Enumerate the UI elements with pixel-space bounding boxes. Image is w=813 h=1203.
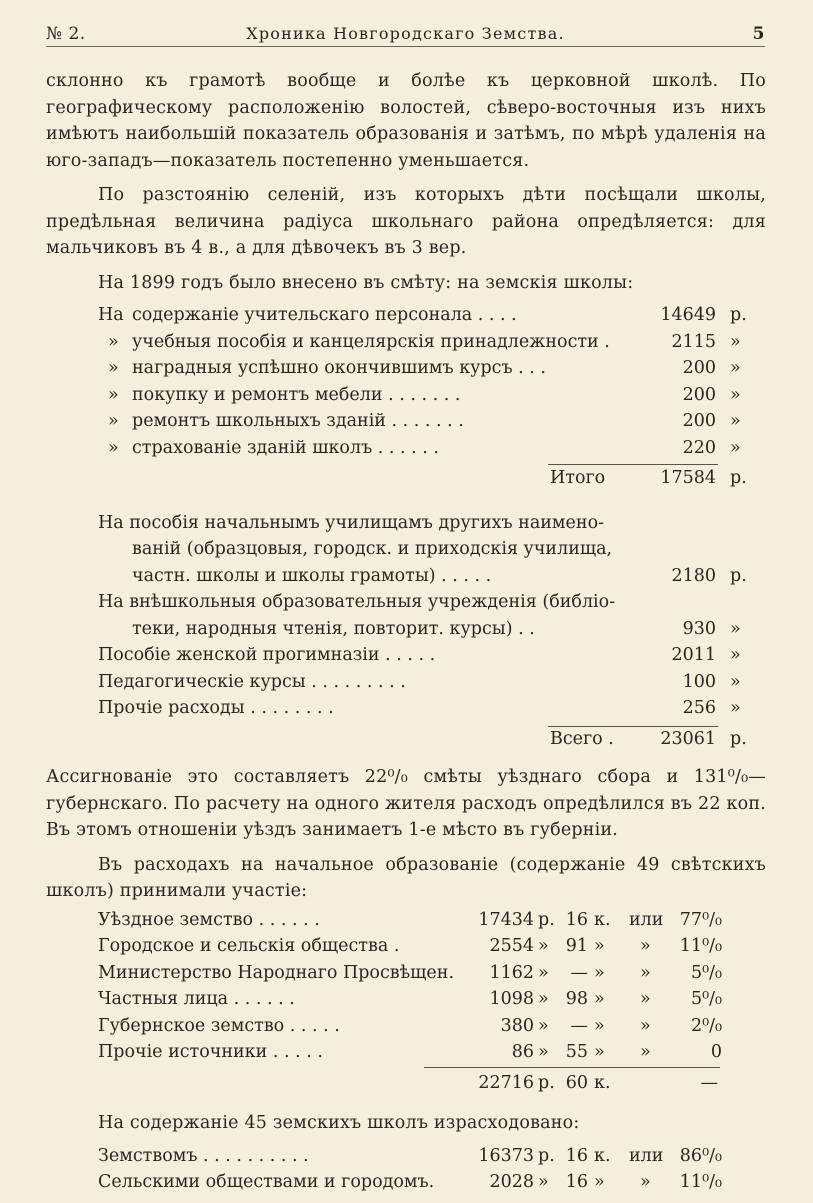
total-row	[46, 465, 766, 492]
row-rub: 2554	[489, 936, 534, 956]
table-row	[46, 382, 766, 409]
row-unit: »	[730, 411, 741, 431]
row-value: 256	[682, 698, 716, 718]
row-label: наградныя успѣшно окончившимъ курсъ . . .	[132, 358, 546, 378]
row-kop-unit: к.	[594, 1145, 611, 1166]
row-label: покупку и ремонтъ мебели . . . . . . .	[132, 384, 461, 405]
row-rub-unit: р.	[538, 1145, 555, 1166]
row-rub-unit: »	[538, 1015, 549, 1036]
row-kop: 16	[565, 1145, 588, 1166]
row-label: Прочіе расходы . . . . . . . .	[98, 698, 334, 718]
row-label: Прочіе источники . . . . .	[98, 1042, 323, 1062]
row-or: »	[640, 1042, 651, 1062]
running-header	[46, 22, 765, 47]
row-kop: 55	[565, 1042, 588, 1062]
row-label: Министерство Народнаго Просвѣщен.	[98, 962, 455, 983]
table-row	[46, 563, 766, 590]
total-kop-unit: к.	[594, 1072, 611, 1093]
contributions-table	[46, 907, 766, 1097]
budget-table-other	[46, 510, 766, 753]
table-row	[46, 1143, 766, 1170]
row-rub: 16373	[478, 1145, 534, 1166]
row-percent: 11⁰/₀	[679, 936, 722, 956]
row-or: »	[640, 1015, 651, 1036]
row-label: Городское и сельскія общества .	[98, 936, 400, 956]
paragraph: Ассигнованіе это составляетъ 22⁰/₀ смѣты уѣзднаго сбора и 131⁰/₀—губернскаго. По расчету на одного жителя расходъ опредѣлился въ 22 коп. Въ этомъ отношеніи уѣздъ занимаетъ 1-е мѣсто въ губерніи.	[46, 767, 766, 840]
total-rub-unit: р.	[538, 1072, 555, 1093]
page-number: 5	[752, 24, 765, 44]
row-label: ванiй (образцовыя, городск. и приходскія училища,	[132, 539, 613, 559]
row-label: учебныя пособія и канцелярскія принадлежности .	[132, 331, 610, 352]
row-label: Пособіе женской прогимназіи . . . . .	[98, 645, 436, 665]
table-row	[46, 933, 766, 960]
row-unit: »	[730, 358, 741, 378]
row-label: Педагогическіе курсы . . . . . . . . .	[98, 671, 406, 692]
row-kop-unit: »	[594, 1015, 605, 1036]
table-row	[46, 1039, 766, 1066]
row-prefix: »	[108, 437, 119, 458]
page-body	[46, 68, 766, 1196]
row-percent: 2⁰/₀	[690, 1015, 722, 1036]
total-unit: р.	[730, 468, 747, 488]
table-row	[46, 1013, 766, 1040]
row-label: Земствомъ . . . . . . . . . .	[98, 1145, 309, 1166]
row-unit: »	[730, 645, 741, 665]
row-or: »	[640, 989, 651, 1009]
row-or: »	[640, 1172, 651, 1192]
total-value: 17584	[660, 468, 716, 488]
row-percent: 0	[710, 1042, 722, 1062]
row-kop-unit: »	[594, 989, 605, 1009]
table-row	[46, 355, 766, 382]
row-label: содержаніе учительскаго персонала . . . .	[132, 305, 517, 325]
row-value: 200	[682, 411, 716, 431]
sum-rule	[424, 1067, 720, 1068]
row-label: Губернское земство . . . . .	[98, 1015, 340, 1036]
row-value: 930	[682, 618, 716, 639]
row-rub: 86	[511, 1042, 534, 1062]
row-prefix: »	[108, 411, 119, 431]
row-rub-unit: р.	[538, 909, 555, 930]
row-unit: »	[730, 671, 741, 692]
row-value: 2115	[671, 331, 716, 352]
paragraph: склонно къ грамотѣ вообще и болѣе къ церковной школѣ. По географическому расположенію волостей, сѣверо-восточныя изъ нихъ имѣютъ наибольшій показатель образованія и затѣмъ, по мѣрѣ удаленія на юго-западъ—показатель постепенно уменьшается.	[46, 71, 766, 171]
row-or: »	[640, 936, 651, 956]
total-row	[46, 1070, 766, 1097]
row-value: 14649	[660, 305, 716, 325]
row-unit: »	[730, 384, 741, 405]
row-label: Сельскими обществами и городомъ.	[98, 1172, 435, 1192]
table-row	[46, 642, 766, 669]
row-label: Частныя лица . . . . . .	[98, 989, 295, 1009]
table-row	[46, 435, 766, 462]
row-rub: 2028	[489, 1172, 534, 1192]
journal-title: Хроника Новгородскаго Земства.	[246, 24, 565, 43]
row-kop: 98	[565, 989, 588, 1009]
row-rub: 380	[500, 1015, 534, 1036]
row-rub-unit: »	[538, 989, 549, 1009]
row-rub: 1098	[489, 989, 534, 1009]
row-unit: »	[730, 698, 741, 718]
table-row	[46, 510, 766, 537]
row-prefix: »	[108, 331, 119, 352]
row-rub: 17434	[478, 909, 534, 930]
row-label: теки, народныя чтенія, повторит. курсы) . .	[132, 618, 535, 639]
row-percent: 11⁰/₀	[679, 1172, 722, 1192]
row-label: На пособія начальнымъ училищамъ другихъ наимено-	[98, 512, 605, 533]
table-row	[46, 907, 766, 934]
row-percent: 86⁰/₀	[679, 1145, 722, 1166]
budget-table-schools	[46, 302, 766, 492]
row-kop: 16	[565, 909, 588, 930]
row-label: Уѣздное земство . . . . . .	[98, 909, 320, 930]
row-prefix: »	[108, 358, 119, 378]
row-value: 200	[682, 384, 716, 405]
table-row	[46, 589, 766, 616]
paragraph: По разстоянію селеній, изъ которыхъ дѣти посѣщали школы, предѣльная величина радіуса школьнаго района опредѣляется: для мальчиковъ въ 4 в., а для дѣвочекъ въ 3 вер.	[46, 185, 766, 258]
row-label: частн. школы и школы грамоты) . . . . .	[132, 565, 492, 586]
row-unit: »	[730, 618, 741, 639]
row-percent: 5⁰/₀	[690, 989, 722, 1009]
total-unit: р.	[730, 728, 747, 749]
table-row	[46, 408, 766, 435]
row-rub-unit: »	[538, 962, 549, 983]
row-rub-unit: »	[538, 936, 549, 956]
schools-table	[46, 1143, 766, 1196]
row-prefix: »	[108, 384, 119, 405]
table-row	[46, 960, 766, 987]
table-row	[46, 1169, 766, 1196]
total-label: Итого	[550, 468, 606, 488]
row-unit: р.	[730, 565, 747, 586]
row-kop: 16	[565, 1172, 588, 1192]
row-rub: 1162	[489, 962, 534, 983]
total-rub: 22716	[478, 1072, 534, 1093]
table-row	[46, 302, 766, 329]
row-kop-unit: »	[594, 962, 605, 983]
row-unit: р.	[730, 305, 747, 325]
row-kop: —	[570, 1015, 588, 1036]
row-unit: »	[730, 331, 741, 352]
row-value: 2011	[671, 645, 716, 665]
total-label: Всего .	[550, 728, 614, 749]
row-unit: »	[730, 437, 741, 458]
issue-number: № 2.	[46, 24, 86, 44]
paragraph: На 1899 годъ было внесено въ смѣту: на земскія школы:	[98, 272, 634, 293]
row-kop: 91	[565, 936, 588, 956]
total-kop: 60	[565, 1072, 588, 1093]
row-or: или	[629, 1145, 664, 1166]
table-row	[46, 669, 766, 696]
total-row	[46, 726, 766, 753]
row-label: ремонтъ школьныхъ зданій . . . . . . .	[132, 411, 464, 431]
paragraph: Въ расходахъ на начальное образованіе (содержаніе 49 свѣтскихъ школъ) принимали участіе:	[46, 854, 766, 901]
table-row	[46, 329, 766, 356]
row-kop: —	[570, 962, 588, 983]
row-rub-unit: »	[538, 1172, 549, 1192]
row-or: или	[629, 909, 664, 930]
table-row	[46, 986, 766, 1013]
row-label: На внѣшкольныя образовательныя учрежденія (библіо-	[98, 592, 616, 612]
row-rub-unit: »	[538, 1042, 549, 1062]
total-value: 23061	[660, 728, 716, 749]
row-value: 2180	[671, 565, 716, 586]
row-kop-unit: »	[594, 1172, 605, 1192]
row-label: страхованіе зданій школъ . . . . . .	[132, 437, 439, 458]
paragraph: На содержаніе 45 земскихъ школъ израсходовано:	[98, 1113, 580, 1133]
table-row	[46, 536, 766, 563]
total-percent: —	[700, 1072, 718, 1093]
row-kop-unit: »	[594, 1042, 605, 1062]
row-value: 100	[682, 671, 716, 692]
row-percent: 5⁰/₀	[690, 962, 722, 983]
row-prefix: На	[98, 305, 124, 325]
row-value: 200	[682, 358, 716, 378]
table-row	[46, 616, 766, 643]
row-kop-unit: »	[594, 936, 605, 956]
row-or: »	[640, 962, 651, 983]
row-kop-unit: к.	[594, 909, 611, 930]
row-percent: 77⁰/₀	[679, 909, 722, 930]
table-row	[46, 695, 766, 722]
row-value: 220	[682, 437, 716, 458]
